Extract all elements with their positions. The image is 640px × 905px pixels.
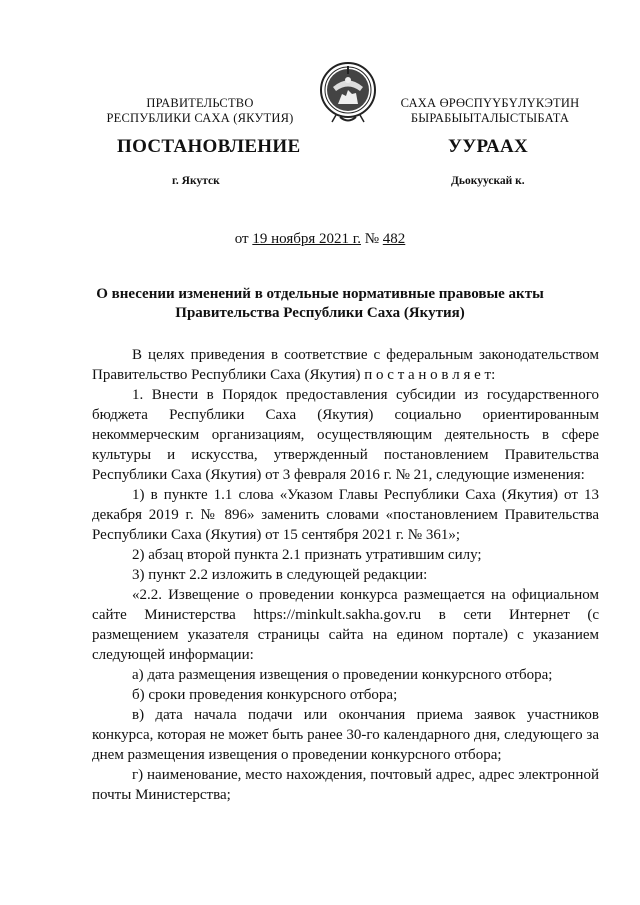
date-prefix: от bbox=[234, 231, 253, 247]
paragraph: б) сроки проведения конкурсного отбора; bbox=[132, 687, 398, 703]
document-number: 482 bbox=[382, 231, 406, 247]
document-title-line1: О внесении изменений в отдельные нормативные правовые акты bbox=[96, 286, 544, 302]
emblem-icon bbox=[318, 60, 378, 128]
paragraph: а) дата размещения извещения о проведении конкурсного отбора; bbox=[132, 667, 553, 683]
title-left: ПОСТАНОВЛЕНИЕ bbox=[117, 136, 301, 157]
city-left: г. Якутск bbox=[172, 175, 220, 187]
paragraph: 1. Внести в Порядок предоставления субсидии из государственного бюджета Республики Саха (Якутия) социально ориентированным некоммерческим организациям, осуществляющим деятельность в сфере культуры и искусства, утвержденный постановлением Правительства Республики Саха (Якутия) от 3 февраля 2016 г. № 21, следующие изменения: bbox=[92, 387, 599, 483]
header-left-line2: РЕСПУБЛИКИ САХА (ЯКУТИЯ) bbox=[106, 111, 294, 125]
header-right bbox=[380, 96, 600, 126]
paragraph: г) наименование, место нахождения, почтовый адрес, адрес электронной почты Министерства; bbox=[92, 767, 599, 803]
document-title-line2: Правительства Республики Саха (Якутия) bbox=[175, 305, 465, 321]
paragraph: 3) пункт 2.2 изложить в следующей редакции: bbox=[132, 567, 428, 583]
number-sign: № bbox=[360, 231, 383, 247]
header-left-line1: ПРАВИТЕЛЬСТВО bbox=[146, 96, 254, 110]
document-body bbox=[92, 345, 599, 805]
header-right-line2: БЫРАБЫЫТАЛЫСТЫБАТА bbox=[410, 111, 570, 125]
date-line bbox=[0, 231, 640, 248]
title-right: УУРААХ bbox=[448, 136, 529, 157]
city-right: Дьокуускай к. bbox=[451, 175, 525, 187]
paragraph: в) дата начала подачи или окончания приема заявок участников конкурса, которая не может быть ранее 30-го календарного дня, следующего за днем размещения извещения о проведении конкурсного отбора; bbox=[92, 707, 599, 763]
document-date: 19 ноября 2021 г. bbox=[252, 231, 361, 247]
paragraph: 2) абзац второй пункта 2.1 признать утратившим силу; bbox=[132, 547, 482, 563]
paragraph: В целях приведения в соответствие с федеральным законодательством Правительство Республики Саха (Якутия) п о с т а н о в л я е т: bbox=[92, 347, 599, 383]
header-left bbox=[90, 96, 310, 126]
header-right-line1: САХА ӨРӨСПҮҮБҮЛҮКЭТИН bbox=[400, 96, 580, 110]
paragraph: 1) в пункте 1.1 слова «Указом Главы Республики Саха (Якутия) от 13 декабря 2019 г. № 896» заменить словами «постановлением Правительства Республики Саха (Якутия) от 15 сентября 2021 г. № 361»; bbox=[92, 487, 599, 543]
paragraph: «2.2. Извещение о проведении конкурса размещается на официальном сайте Министерства https://minkult.sakha.gov.ru в сети Интернет (с размещением указателя страницы сайта на едином портале) с указанием следующей информации: bbox=[92, 587, 599, 663]
document-title bbox=[80, 285, 560, 323]
